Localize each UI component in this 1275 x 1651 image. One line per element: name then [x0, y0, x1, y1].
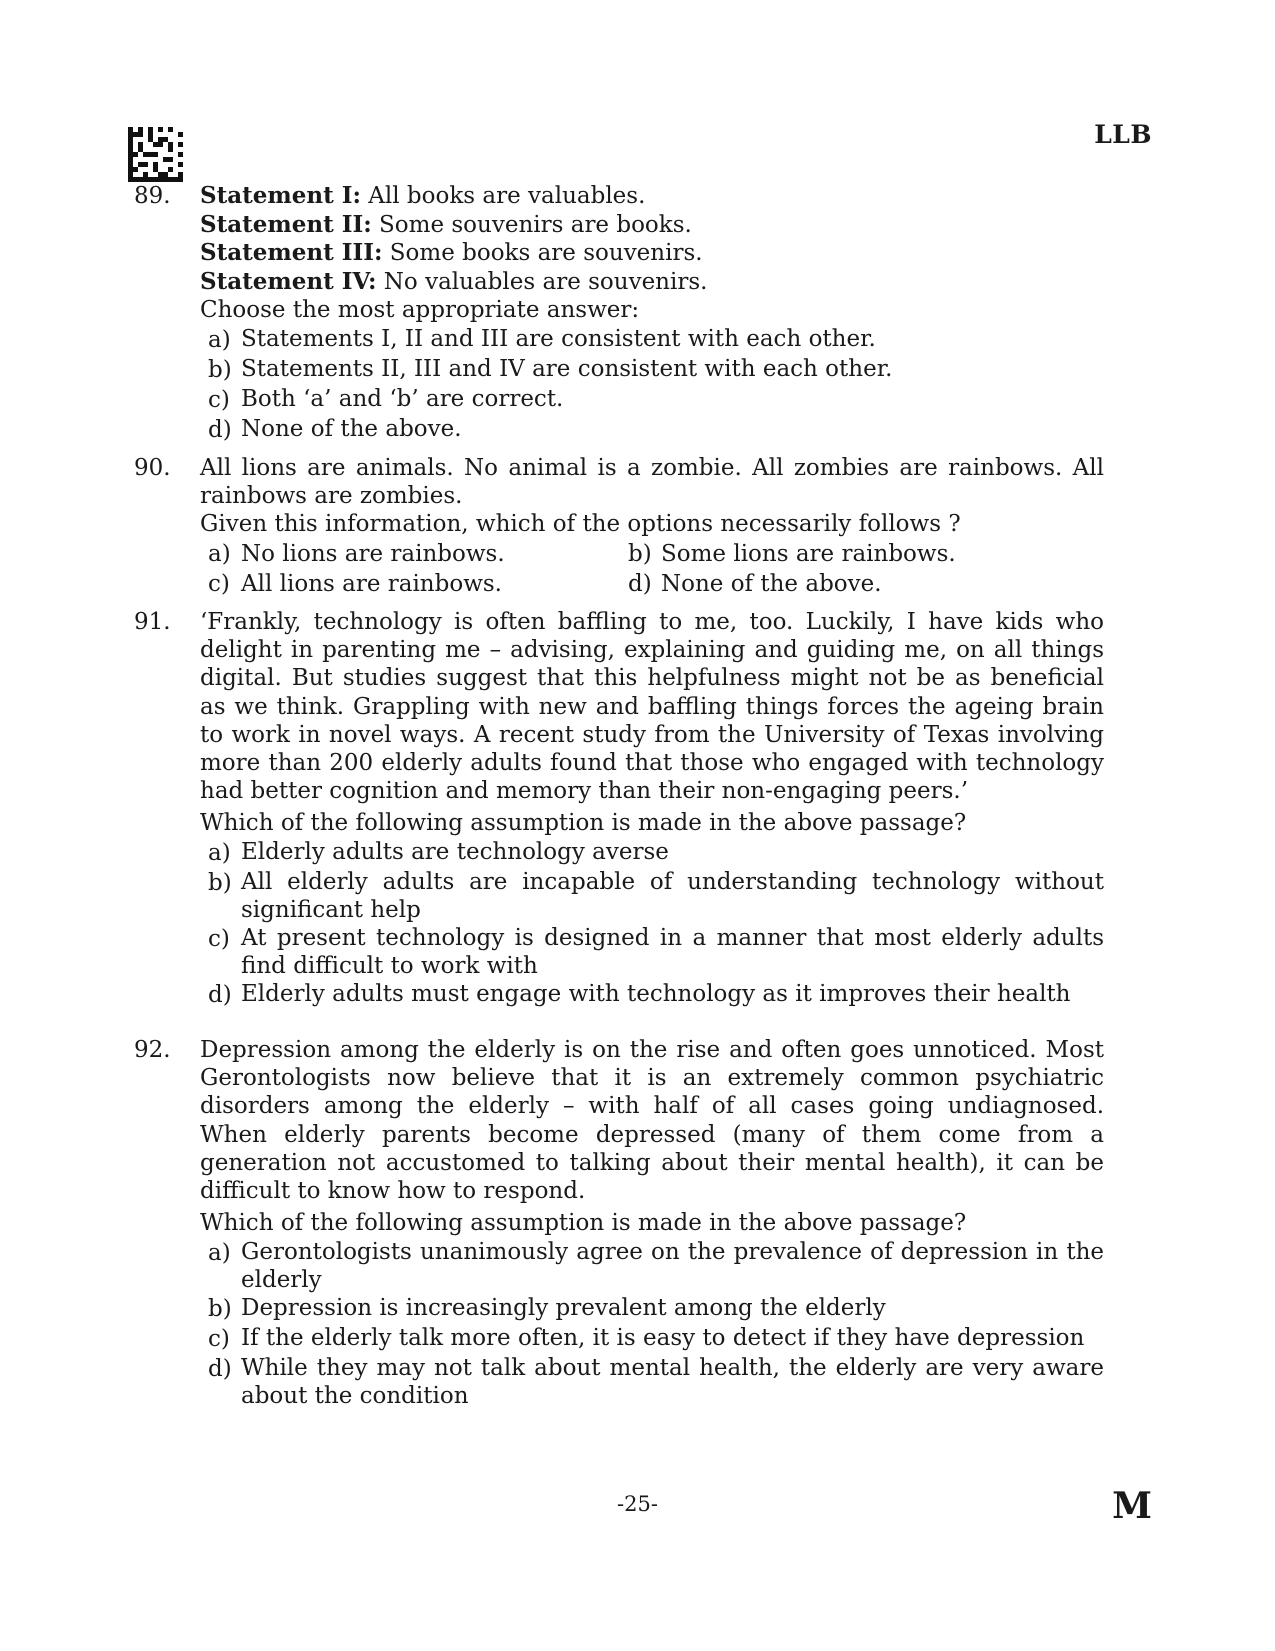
options-list — [208, 325, 1104, 445]
option-label: a) — [208, 326, 231, 353]
options-list — [208, 838, 1104, 1010]
datamatrix-code — [128, 127, 183, 182]
option-label: c) — [208, 570, 230, 597]
option-b[interactable] — [208, 355, 1104, 385]
statement-label: Statement II: — [200, 210, 372, 238]
option-label: d) — [208, 1355, 232, 1382]
question-89 — [134, 182, 1104, 445]
question-number: 91. — [134, 609, 171, 635]
option-text: Depression is increasingly prevalent among the elderly — [241, 1294, 886, 1321]
option-d[interactable] — [208, 980, 1104, 1010]
option-label: b) — [208, 1295, 232, 1322]
options-list — [208, 1238, 1104, 1410]
question-number: 92. — [134, 1037, 171, 1063]
option-label: c) — [208, 925, 230, 952]
option-label: b) — [628, 540, 652, 567]
statement-label: Statement I: — [200, 182, 361, 209]
question-body — [200, 1036, 1104, 1410]
option-text: At present technology is designed in a manner that most elderly adults find difficult to work with — [241, 924, 1104, 979]
option-label: a) — [208, 540, 231, 567]
statement-2 — [200, 211, 1104, 240]
option-a[interactable] — [208, 838, 1104, 868]
option-text: If the elderly talk more often, it is easy to detect if they have depression — [241, 1324, 1085, 1351]
options-grid — [208, 539, 1104, 599]
question-prompt: Which of the following assumption is made in the above passage? — [200, 810, 967, 837]
question-prompt: Which of the following assumption is made in the above passage? — [200, 1210, 967, 1237]
option-text: Gerontologists unanimously agree on the prevalence of depression in the elderly — [241, 1238, 1104, 1293]
option-text: Statements II, III and IV are consistent with each other. — [241, 355, 893, 382]
statement-4 — [200, 268, 1104, 297]
question-prompt: Choose the most appropriate answer: — [200, 297, 640, 323]
statement-1 — [200, 182, 1104, 211]
question-body — [200, 182, 1104, 445]
option-text: All lions are rainbows. — [241, 570, 502, 597]
option-d[interactable] — [628, 569, 1048, 599]
option-label: d) — [628, 570, 652, 597]
option-c[interactable] — [208, 385, 1104, 415]
option-label: d) — [208, 981, 232, 1008]
option-d[interactable] — [208, 415, 1104, 445]
option-c[interactable] — [208, 569, 628, 599]
option-b[interactable] — [628, 539, 1048, 569]
statement-3 — [200, 239, 1104, 268]
option-d[interactable] — [208, 1354, 1104, 1410]
question-number: 89. — [134, 183, 171, 209]
option-c[interactable] — [208, 924, 1104, 980]
question-passage: ‘Frankly, technology is often baffling to me, too. Luckily, I have kids who delight in parenting me – advising, explaining and guiding me, on all things digital. But studies suggest that this helpfulness might not be as beneficial as we think. Grappling with new and baffling things forces the ageing brain to work in novel ways. A recent study from the University of Texas involving more than 200 elderly adults found that those who engaged with technology had better cognition and memory than their non-engaging peers.’ — [200, 609, 1104, 805]
statement-label: Statement III: — [200, 239, 383, 266]
page-number: -25- — [617, 1492, 658, 1516]
option-label: a) — [208, 839, 231, 866]
option-text: No lions are rainbows. — [241, 540, 505, 567]
option-text: None of the above. — [241, 415, 462, 442]
paper-code: LLB — [1094, 120, 1152, 149]
statement-text: No valuables are souvenirs. — [376, 268, 708, 295]
option-a[interactable] — [208, 539, 628, 569]
option-b[interactable] — [208, 868, 1104, 924]
option-label: b) — [208, 869, 232, 896]
option-text: Both ‘a’ and ‘b’ are correct. — [241, 385, 564, 412]
option-label: c) — [208, 386, 230, 413]
set-code: M — [1112, 1485, 1152, 1527]
option-label: a) — [208, 1239, 231, 1266]
option-text: Elderly adults are technology averse — [241, 838, 669, 865]
question-number: 90. — [134, 455, 171, 481]
question-91 — [134, 608, 1104, 1010]
question-passage: All lions are animals. No animal is a zombie. All zombies are rainbows. All rainbows are zombies. — [200, 455, 1104, 510]
statement-text: Some books are souvenirs. — [382, 240, 703, 266]
option-label: b) — [208, 356, 232, 383]
option-text: Some lions are rainbows. — [661, 540, 956, 567]
option-label: d) — [208, 416, 232, 443]
question-body — [200, 454, 1104, 599]
option-a[interactable] — [208, 325, 1104, 355]
option-text: None of the above. — [661, 570, 882, 597]
statement-label: Statement IV: — [200, 267, 377, 295]
option-b[interactable] — [208, 1294, 1104, 1324]
option-label: c) — [208, 1325, 230, 1352]
question-passage: Depression among the elderly is on the rise and often goes unnoticed. Most Gerontologists now believe that it is an extremely common psychiatric disorders among the elderly – with half of all cases going undiagnosed. When elderly parents become depressed (many of them come from a generation not accustomed to talking about their mental health), it can be difficult to know how to respond. — [200, 1037, 1104, 1205]
question-90 — [134, 454, 1104, 599]
question-body — [200, 608, 1104, 1010]
question-prompt: Given this information, which of the options necessarily follows ? — [200, 511, 961, 538]
option-text: Statements I, II and III are consistent with each other. — [241, 325, 876, 352]
option-c[interactable] — [208, 1324, 1104, 1354]
question-92 — [134, 1036, 1104, 1410]
statement-text: Some souvenirs are books. — [371, 211, 692, 238]
option-text: While they may not talk about mental health, the elderly are very aware about the condition — [241, 1354, 1104, 1409]
option-text: All elderly adults are incapable of understanding technology without significant help — [241, 868, 1104, 923]
option-text: Elderly adults must engage with technology as it improves their health — [241, 980, 1071, 1007]
option-a[interactable] — [208, 1238, 1104, 1294]
statement-text: All books are valuables. — [360, 183, 646, 209]
